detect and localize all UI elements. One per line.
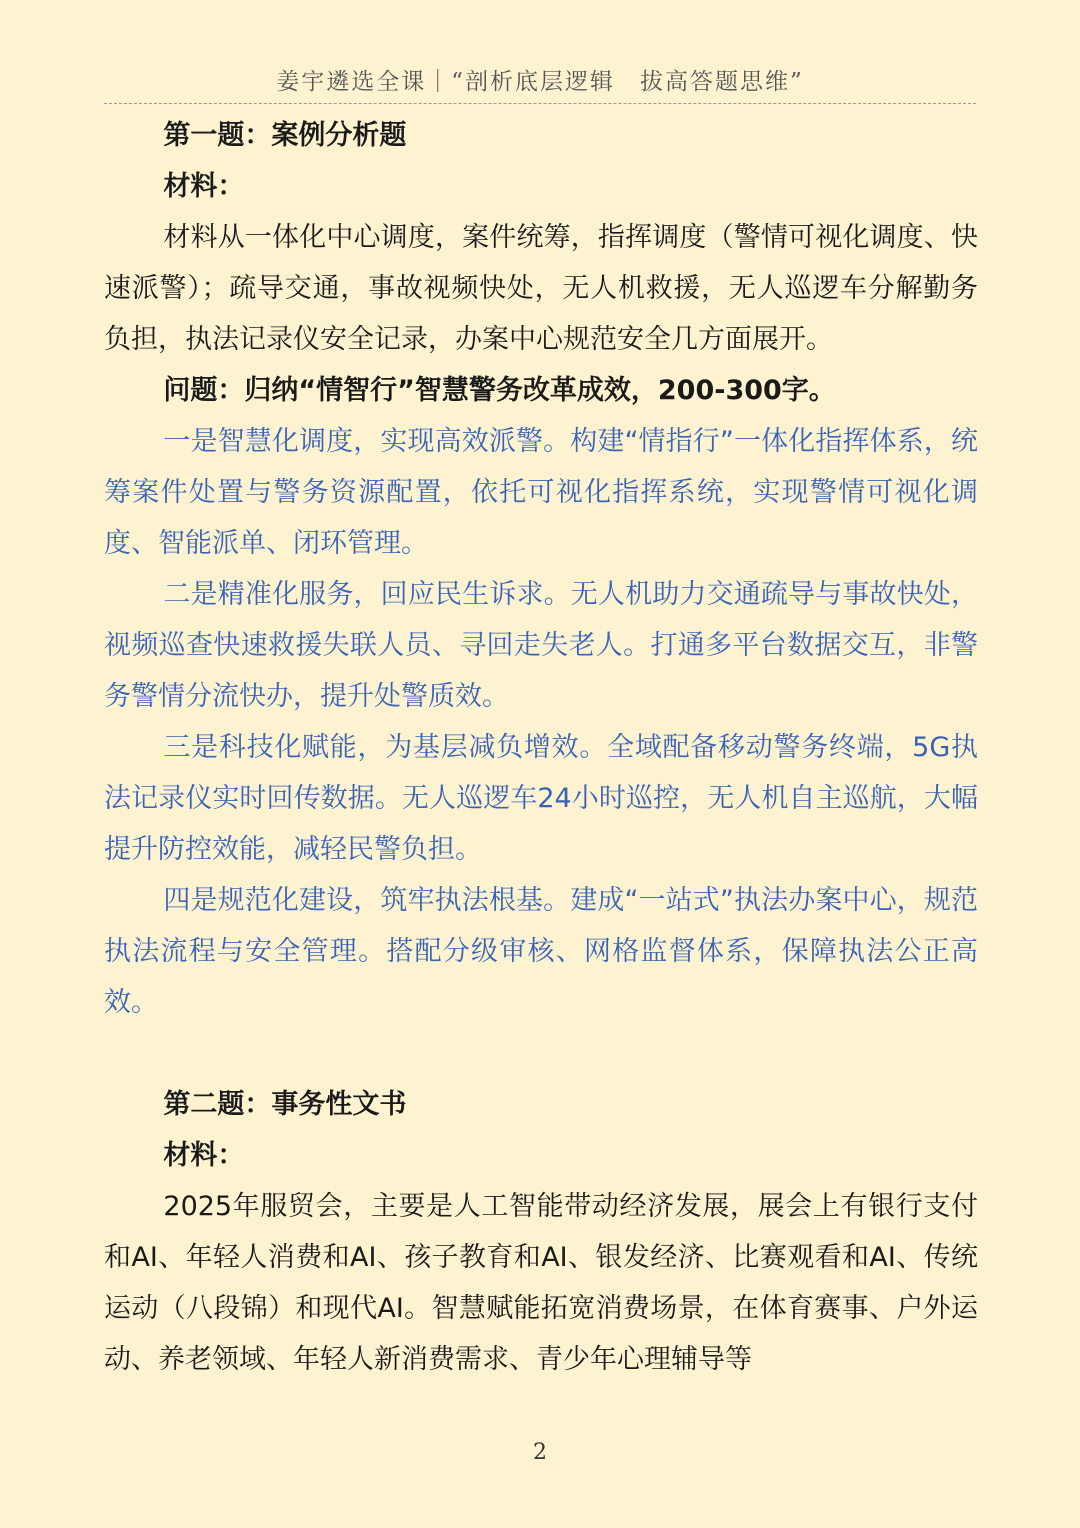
- answer-point-1: 一是智慧化调度，实现高效派警。构建“情指行”一体化指挥体系，统筹案件处置与警务资源配置，依托可视化指挥系统，实现警情可视化调度、智能派单、闭环管理。: [104, 426, 978, 559]
- page-number: 2: [533, 1440, 547, 1465]
- answer-point-3: 三是科技化赋能，为基层减负增效。全域配备移动警务终端，5G执法记录仪实时回传数据。无人巡逻车24小时巡控，无人机自主巡航，大幅提升防控效能，减轻民警负担。: [104, 732, 978, 865]
- question-2-material-text: 2025年服贸会，主要是人工智能带动经济发展，展会上有银行支付和AI、年轻人消费和AI、孩子教育和AI、银发经济、比赛观看和AI、传统运动（八段锦）和现代AI。智慧赋能拓宽消费场景，在体育赛事、户外运动、养老领域、年轻人新消费需求、青少年心理辅导等: [104, 1191, 978, 1375]
- question-2-material-label: 材料：: [163, 1140, 245, 1171]
- page-header: 姜宇遴选全课｜“剖析底层逻辑 拔高答题思维”: [276, 69, 804, 95]
- header-divider: [104, 103, 976, 104]
- question-1-prompt: 问题：归纳“情智行”智慧警务改革成效，200-300字。: [163, 375, 836, 406]
- document-body: [104, 110, 978, 1385]
- answer-point-2: 二是精准化服务，回应民生诉求。无人机助力交通疏导与事故快处，视频巡查快速救援失联人员、寻回走失老人。打通多平台数据交互，非警务警情分流快办，提升处警质效。: [104, 579, 978, 712]
- question-1-material-text: 材料从一体化中心调度，案件统筹，指挥调度（警情可视化调度、快速派警）；疏导交通，事故视频快处，无人机救援，无人巡逻车分解勤务负担，执法记录仪安全记录，办案中心规范安全几方面展开。: [104, 222, 978, 355]
- answer-point-4: 四是规范化建设，筑牢执法根基。建成“一站式”执法办案中心，规范执法流程与安全管理。搭配分级审核、网格监督体系，保障执法公正高效。: [104, 885, 978, 1018]
- question-1-title: 第一题：案例分析题: [163, 120, 407, 151]
- section-spacer: [104, 1028, 978, 1079]
- question-1-material-label: 材料：: [163, 171, 245, 202]
- question-2-title: 第二题：事务性文书: [163, 1089, 407, 1120]
